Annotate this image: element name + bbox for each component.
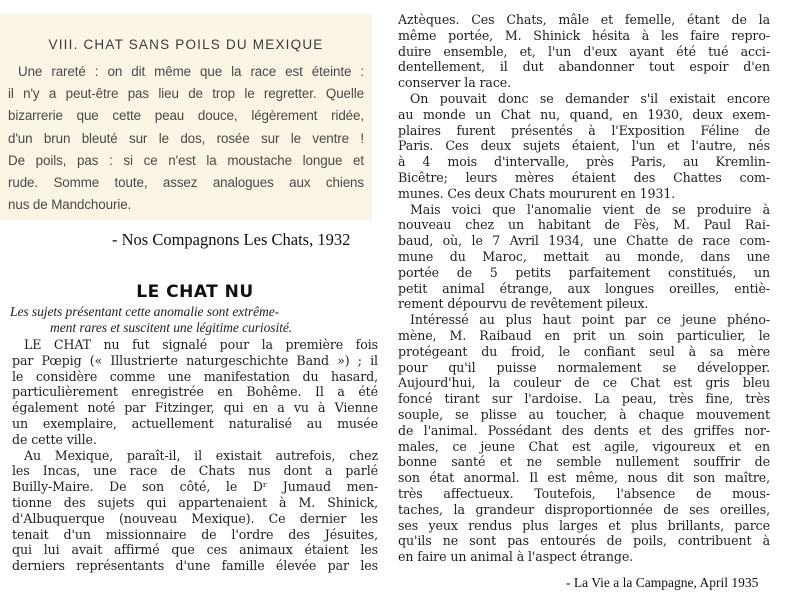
column-line: mène, M. Raibaud en prit un soin particulier, le bbox=[398, 327, 770, 343]
column-line: portée de 5 petits parfaitement constitués, un bbox=[398, 264, 770, 280]
excerpt-line: d'un brun bleuté sur le dos, rosée sur le ventre ! bbox=[8, 130, 364, 146]
column-line: protégeant du froid, le confiant seul à sa mère bbox=[398, 343, 770, 359]
column-line: d'Albuquerque (nouveau Mexique). Ce dernier les bbox=[12, 510, 378, 526]
subheadline-line: ment rares et suscitent une légitime curiosité. bbox=[50, 320, 293, 335]
column-line: Au Mexique, paraît-il, il existait autrefois, chez bbox=[24, 447, 378, 463]
column-line: Builly-Maire. De son côté, le Dʳ Jumaud men- bbox=[12, 479, 378, 495]
column-line: nouveau chez un habitant de Fès, M. Paul Rai- bbox=[398, 217, 770, 233]
column-line: très affectueux. Toutefois, l'absence de mous- bbox=[398, 485, 770, 501]
excerpt-line: bizarrerie que cette peau douce, légèrement ridée, bbox=[8, 108, 364, 124]
column-line: LE CHAT nu fut signalé pour la première fois bbox=[24, 337, 378, 352]
column-line: bonne santé et ne semble nullement souffrir de bbox=[398, 454, 770, 470]
excerpt-1932-box bbox=[0, 14, 372, 220]
column-line: Intéressé au plus haut point par ce jeune phéno- bbox=[410, 312, 770, 328]
column-line: rement dépourvu de revêtement pileux. bbox=[398, 296, 649, 312]
article-left-column bbox=[12, 337, 378, 574]
excerpt-line: il n'y a peut-être pas lieu de trop le regretter. Quelle bbox=[8, 86, 364, 102]
column-line: de cette ville. bbox=[12, 431, 97, 447]
excerpt-line: Une rareté : on dit même que la race est éteinte : bbox=[18, 64, 364, 79]
column-line: baud, où, le 7 Avril 1934, une Chatte de race com- bbox=[398, 233, 770, 249]
column-line: On pouvait donc se demander s'il existait encore bbox=[410, 90, 770, 106]
column-line: de l'animal. Possédant des dents et des griffes nor- bbox=[398, 422, 770, 438]
column-line: derniers représentants d'une famille élevée par les bbox=[12, 558, 378, 574]
column-line: petit animal étrange, aux longues oreilles, entiè- bbox=[398, 280, 770, 296]
excerpt-line: De poils, pas : si ce n'est la moustache longue et bbox=[8, 152, 364, 168]
column-line: tenait d'un missionnaire de l'ordre des Jésuites, bbox=[12, 526, 378, 542]
citation-1935: - La Vie a la Campagne, April 1935 bbox=[566, 575, 759, 590]
column-line: munes. Ces deux Chats moururent en 1931. bbox=[398, 185, 676, 201]
column-line: Aztèques. Ces Chats, mâle et femelle, étant de la bbox=[398, 12, 770, 27]
column-line: au monde un Chat nu, quand, en 1930, deux exem- bbox=[398, 106, 770, 122]
column-line: males, ce jeune Chat est agile, vigoureux et en bbox=[398, 438, 770, 454]
column-line: Paris. Ces deux sujets étaient, l'un et l'autre, nés bbox=[398, 138, 770, 154]
excerpt-line: rude. Somme toute, assez analogues aux chiens bbox=[8, 175, 364, 191]
column-line: souple, se plisse au toucher, à chaque mouvement bbox=[398, 406, 770, 422]
column-line: ses yeux rendus plus larges et plus brillants, parce bbox=[398, 517, 770, 533]
column-line: pour qu'il puisse normalement se développer. bbox=[398, 359, 770, 375]
column-line: en faire un animal à l'aspect étrange. bbox=[398, 549, 634, 565]
column-line: duire ensemble, et, l'un d'eux ayant été tué acci- bbox=[398, 43, 770, 59]
column-line: Aujourd'hui, la couleur de ce Chat est gris bleu bbox=[398, 375, 770, 391]
column-line: Mais voici que l'anomalie vient de se produire à bbox=[410, 201, 770, 217]
column-line: le considère comme une manifestation du hasard, bbox=[12, 368, 378, 384]
column-line: conserver la race. bbox=[398, 75, 512, 91]
article-subheadline bbox=[10, 304, 385, 336]
column-line: qu'ils ne sont pas entourés de poils, contribuent à bbox=[398, 533, 770, 549]
excerpt-line: nus de Mandchourie. bbox=[8, 197, 132, 213]
column-line: même portée, M. Shinick hésita à les faire repro- bbox=[398, 27, 770, 43]
column-line: dentellement, il dut abandonner tout espoir d'en bbox=[398, 59, 770, 75]
column-line: qui lui avait affirmé que ces animaux étaient les bbox=[12, 542, 378, 558]
column-line: tionne des sujets qui appartenaient à M. Shinick, bbox=[12, 494, 378, 510]
column-line: un exemplaire, actuellement naturalisé au musée bbox=[12, 415, 378, 431]
column-line: les Incas, une race de Chats nus dont a parlé bbox=[12, 463, 378, 479]
excerpt-title: VIII. CHAT SANS POILS DU MEXIQUE bbox=[48, 37, 324, 52]
column-line: plaires furent présentés à l'Exposition Féline de bbox=[398, 122, 770, 138]
column-line: Bicêtre; leurs mères étaient des Chattes com- bbox=[398, 169, 770, 185]
column-line: mune du Maroc, mettait au monde, dans une bbox=[398, 248, 770, 264]
article-right-column bbox=[398, 12, 770, 565]
column-line: par Pœpig (« Illustrierte naturgeschichte Band ») ; il bbox=[12, 352, 378, 368]
article-headline: LE CHAT NU bbox=[136, 282, 254, 302]
column-line: également noté par Fitzinger, qui en a vu à Vienne bbox=[12, 400, 378, 416]
citation-1932: - Nos Compagnons Les Chats, 1932 bbox=[112, 230, 351, 249]
subheadline-line: Les sujets présentant cette anomalie sont extrême- bbox=[10, 304, 280, 319]
column-line: taches, la grandeur disproportionnée de ses oreilles, bbox=[398, 501, 770, 517]
excerpt-body bbox=[8, 61, 364, 216]
column-line: son état anormal. Il est même, nous dit son maître, bbox=[398, 470, 770, 486]
column-line: foncé tirant sur l'ardoise. La peau, très fine, très bbox=[398, 391, 770, 407]
column-line: à 4 mois d'intervalle, près Paris, au Kremlin- bbox=[398, 154, 770, 170]
column-line: particulièrement enregistrée en Bohême. Il a été bbox=[12, 384, 378, 400]
